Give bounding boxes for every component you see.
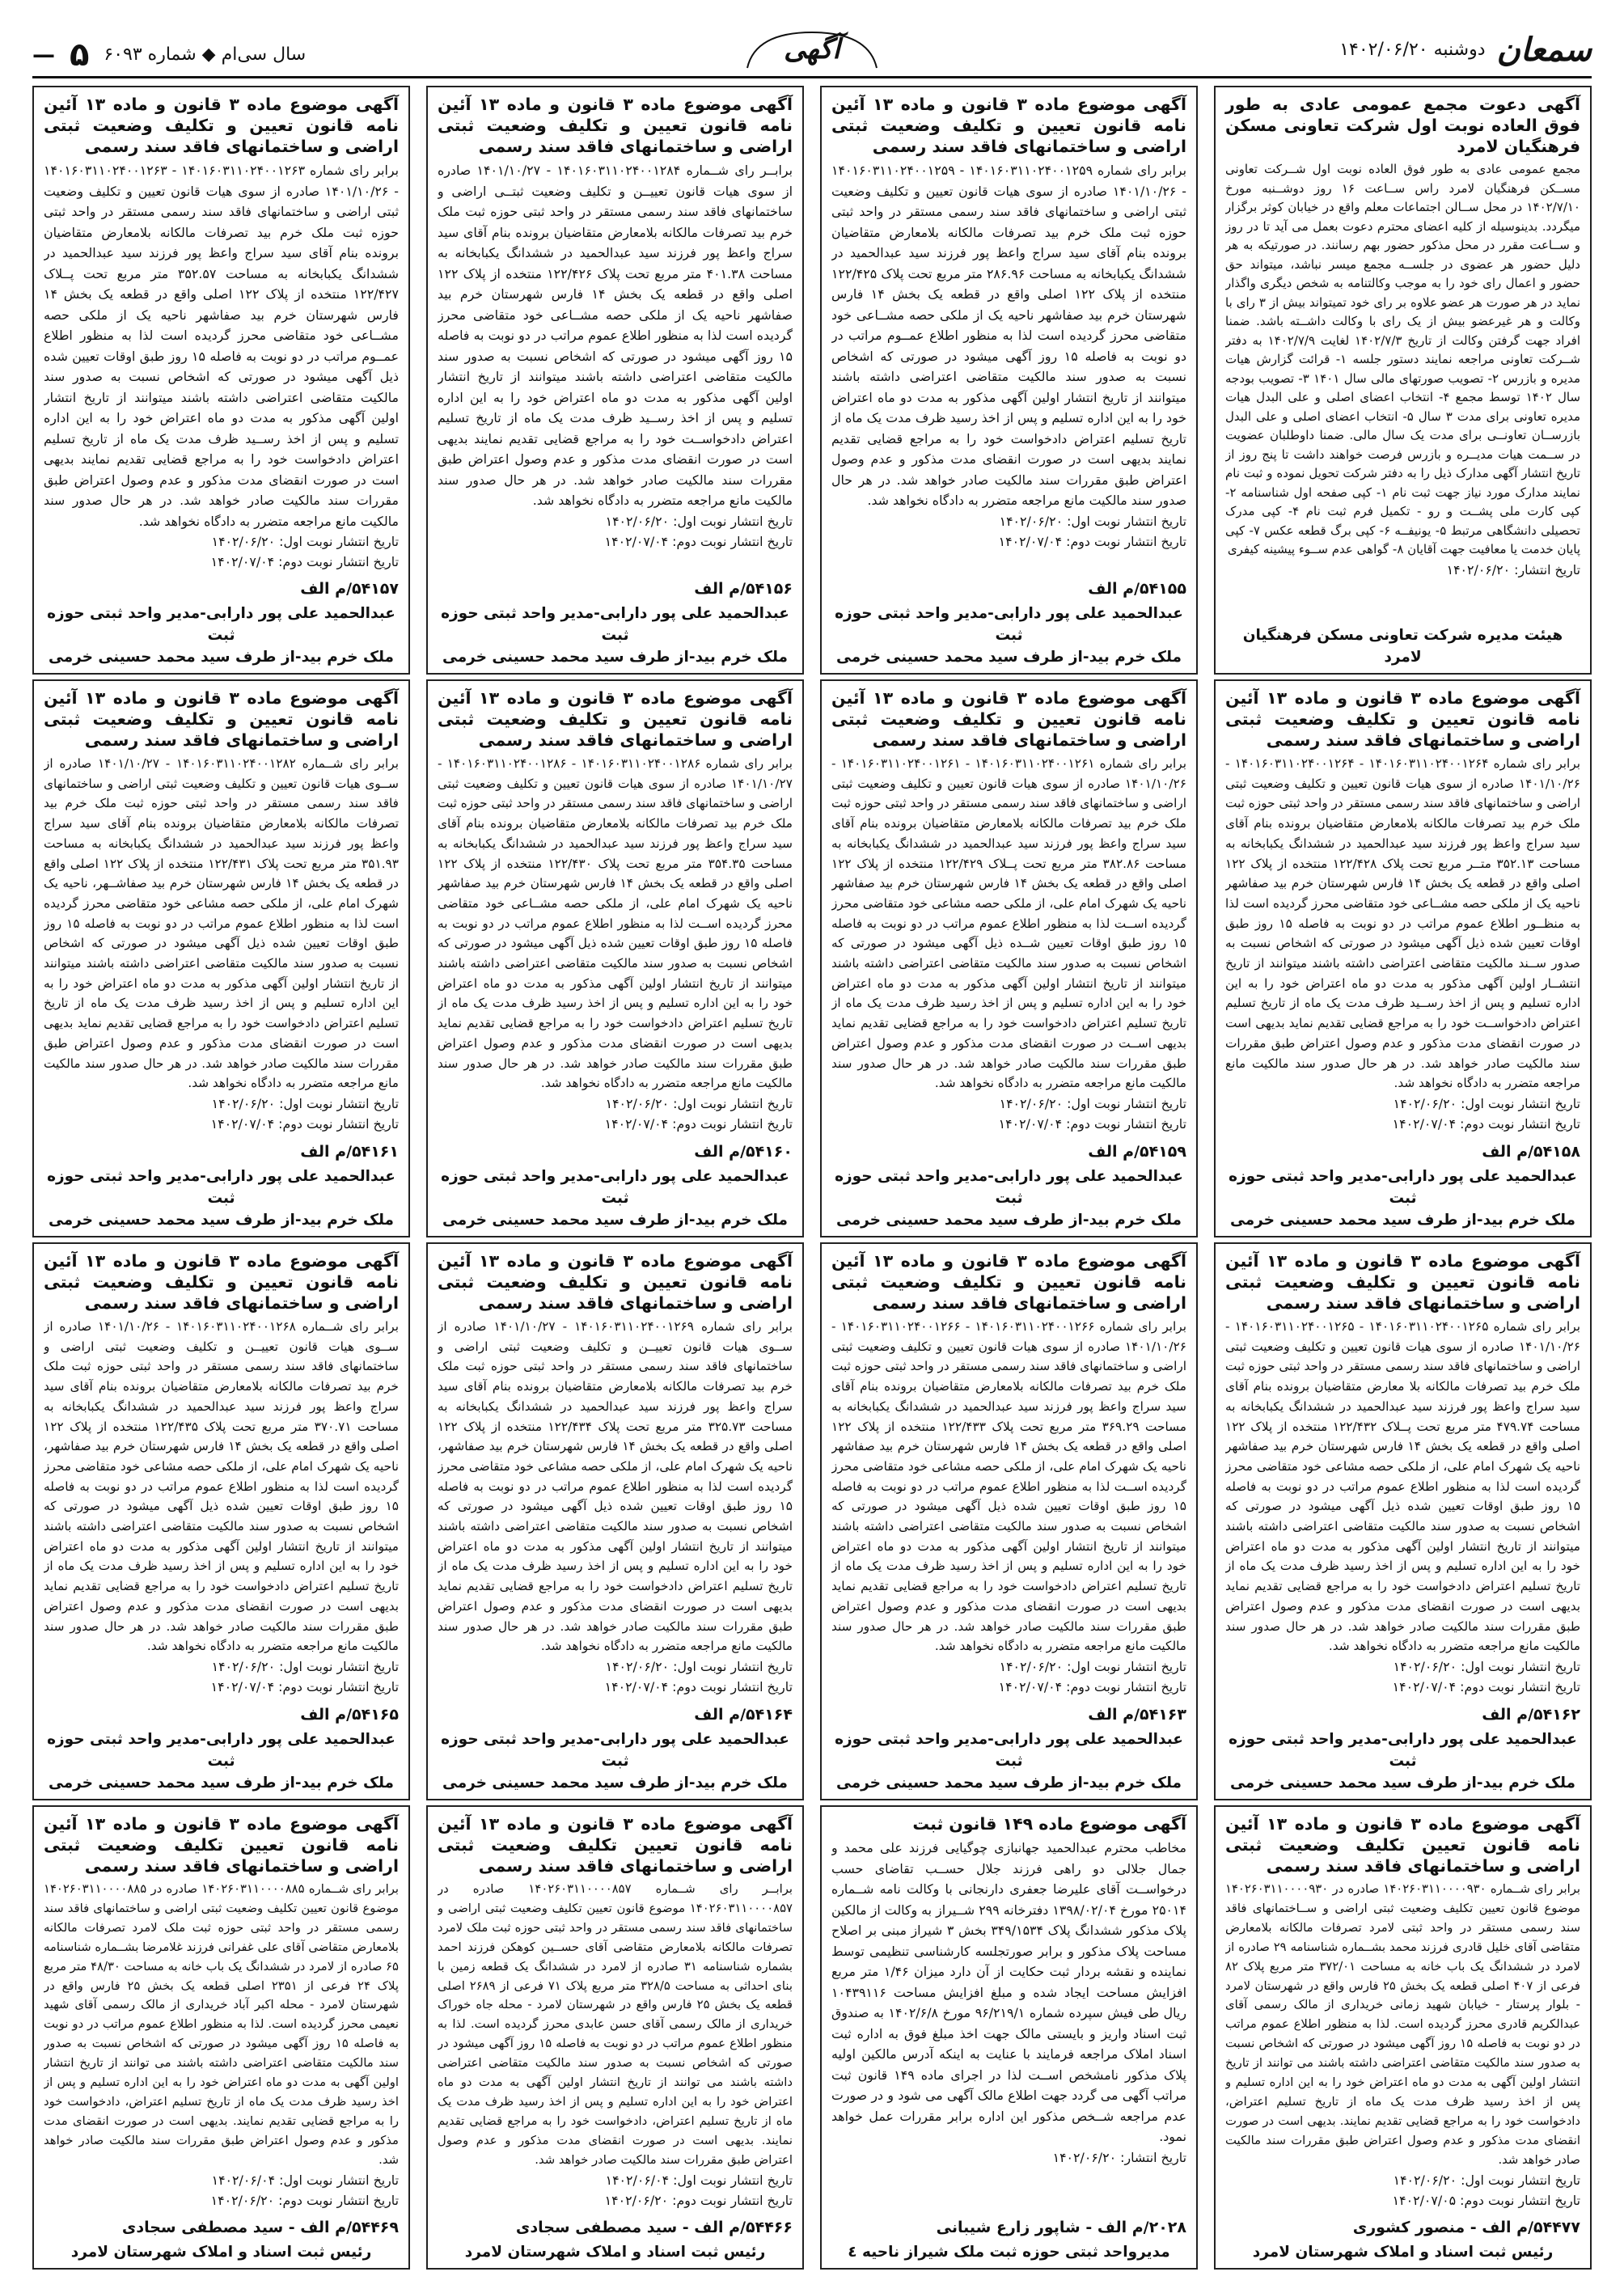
issue-date: دوشنبه ۱۴۰۲/۰۶/۲۰	[1339, 40, 1486, 60]
notice-body: برابر رای شــماره ۱۴۰۲۶۰۳۱۱۰۰۰۰۹۳۰ صادره در ۱۴۰۲۶۰۳۱۱۰۰۰۰۹۳۰ موضوع قانون تعیین تکلیف وضعیت ثبتی اراضی و ســاختمانهای فاقد سند رسمی مستقر در واحد ثبتی لامرد تصرفات مالکانه بلامعارض متقاضی آقای خلیل قادری فرزند محمد بشــماره شناسنامه ۲۹ صادره از لامرد در ششدانگ یک باب خانه به مساحت ۳۷۲/۰۱ متر مربع پلاک ۸۲ فرعی از ۴۰۷ اصلی قطعه یک بخش ۲۵ فارس واقع در شهرستان لامرد - بلوار پرستار - خیابان شهید زمانی خریداری از مالک رسمی آقای عبدالکریم قادری محرز گردیده است. لذا به منظور اطلاع عموم مراتب در دو نوبت به فاصله ۱۵ روز آگهی میشود در صورتی که اشخاص نسبت به صدور سند مالکیت متقاضی اعتراضی داشته باشند می توانند از تاریخ انتشار اولین آگهی به مدت دو ماه اعتراض خود را به این اداره تسلیم و پس از اخذ رسید ظرف مدت یک ماه از تاریخ تسلیم اعتراض، دادخواست خود را به مراجع قضایی تقدیم نمایند. بدیهی است در صورت انقضای مدت مذکور و عدم وصول اعتراض طبق مقررات سند مالکیت صادر خواهد شد.	[1225, 1882, 1580, 2167]
notice-code: ۵۴۱۶۱/م الف	[300, 1143, 399, 1161]
section-banner-frame	[739, 29, 885, 70]
notice-publish-date: تاریخ انتشار نوبت اول: ۱۴۰۲/۰۶/۲۰	[1393, 2172, 1580, 2188]
page-number-dash: —	[32, 41, 55, 68]
notice-spacer	[831, 1697, 1186, 1698]
notice-signature: عبدالحمید علی پور دارابی-مدیر واحد ثبتی حوزه ثبت	[47, 1731, 395, 1770]
notice-title: آگهی موضوع ماده ۳ قانون و ماده ۱۳ آئین نامه قانون تعیین و تکلیف وضعیت ثبتی اراضی و ساختمانهای فاقد سند رسمی	[44, 1251, 399, 1313]
notice-spacer	[44, 1134, 399, 1135]
notice-code: ۵۴۱۶۰/م الف	[694, 1143, 793, 1161]
notice-body: برابر رای شــماره ۱۴۰۱۶۰۳۱۱۰۲۴۰۰۱۲۸۲ - ۱۴۰۱/۱۰/۲۷ صادره از ســوی هیات قانون تعیین و تکلیف وضعیت ثبتی اراضی و ساختمانهای فاقد سند رسمی مستقر در واحد ثبتی حوزه ثبت ملک خرم بید تصرفات مالکانه بلامعارض متقاضیان برونده بنام آقای سید سراج واعظ پور فرزند سید عبدالحمید در ششدانگ یکبابخانه به مساحت ۳۵۱.۹۳ متر مربع تحت پلاک ۱۲۲/۴۳۱ منتخده از پلاک ۱۲۲ اصلی واقع در قطعه یک بخش ۱۴ فارس شهرستان خرم بید صفاشــهر، ناحیه یک شهرک امام علی، از ملکی حصه مشاعی خود متقاضی محرز گردیده است لذا به منظور اطلاع عموم مراتب در دو نوبت به فاصله ۱۵ روز طبق اوقات تعیین شده ذیل آگهی میشود در صورتی که اشخاص نسبت به صدور سند مالکیت متقاضی اعتراضی داشته باشند میتوانند از تاریخ انتشار اولین آگهی مذکور به مدت دو ماه اعتراض خود را به این اداره تسلیم و پس از اخذ رسید ظرف مدت یک ماه از تاریخ تسلیم اعتراض دادخواست خود را به مراجع قضایی تقدیم نماید بدیهی است در صورت انقضای مدت مذکور و عدم وصول اعتراض طبق مقررات سند مالکیت صادر خواهد شد. در هر حال صدور سند مالکیت مانع مراجعه متضرر به دادگاه نخواهد شد.	[44, 756, 399, 1091]
notice-title: آگهی موضوع ماده ۳ قانون و ماده ۱۳ آئین نامه قانون تعیین و تکلیف وضعیت ثبتی اراضی و ساختمانهای فاقد سند رسمی	[438, 95, 793, 156]
notice-title: آگهی موضوع ماده ۳ قانون و ماده ۱۳ آئین نامه قانون تعیین و تکلیف وضعیت ثبتی اراضی و ساختمانهای فاقد سند رسمی	[44, 688, 399, 750]
notice-publish-date: تاریخ انتشار نوبت دوم: ۱۴۰۲/۰۷/۰۴	[998, 533, 1186, 549]
notice-box	[426, 1805, 804, 2270]
notice-code: ۵۴۴۷۷/م الف - منصور کشوری	[1352, 2219, 1580, 2236]
newspaper-logo: سمعان	[1496, 31, 1592, 69]
notice-publish-date: تاریخ انتشار نوبت اول: ۱۴۰۲/۰۶/۲۰	[605, 513, 793, 529]
notice-publish-date: تاریخ انتشار: ۱۴۰۲/۰۶/۲۰	[1446, 561, 1580, 577]
notice-body: برابر رای شماره ۱۴۰۱۶۰۳۱۱۰۲۴۰۰۱۲۶۴ - ۱۴۰۱۶۰۳۱۱۰۲۴۰۰۱۲۶۴ - ۱۴۰۱/۱۰/۲۶ صادره از سوی هیات قانون تعیین و تکلیف وضعیت ثبتی اراضی و ساختمانهای فاقد سند رسمی مستقر در واحد ثبتی حوزه ثبت ملک خرم بید تصرفات مالکانه بلامعارض متقاضیان برونده بنام آقای سید سراج واعظ پور فرزند سید عبدالحمید در ششدانگ یکبابخانه به مساحت ۳۵۲.۱۳ متــر مربع تحت پلاک ۱۲۲/۴۲۸ منتخده از پلاک ۱۲۲ اصلی واقع در قطعه یک بخش ۱۴ فارس شهرستان خرم بید صفاشهر ناحیه یک از ملکی حصه مشــاعی خود متقاضی محرز گردیده است لذا به منظــور اطلاع عموم مراتب در دو نوبت به فاصله ۱۵ روز طبق اوقات تعیین شده ذیل آگهی میشود در صورتی که اشخاص نسبت به صدور ســند مالکیت متقاضی اعتراضی داشته باشند میتوانند از تاریخ انتشــار اولین آگهی مذکور به مدت دو ماه اعتراض خود را به این اداره تسلیم و پس از اخذ رســید ظرف مدت یک ماه از تاریخ تسلیم اعتراض دادخواســت خود را به مراجع قضایی تقدیم نماید بدیهی است در صورت انقضای مدت مذکور و عدم وصول اعتراض طبق مقررات سند مالکیت صادر خواهد شد. در هر حال صدور سند مالکیت مانع مراجعه متضرر به دادگاه نخواهد شد.	[1225, 756, 1580, 1091]
notice-code: ۵۴۴۶۹/م الف - سید مصطفی سجادی	[121, 2219, 399, 2236]
notice-signature: عبدالحمید علی پور دارابی-مدیر واحد ثبتی حوزه ثبت	[441, 1731, 789, 1770]
section-title: آگهی	[784, 33, 840, 66]
notice-signature: ملک خرم بید-از طرف سید محمد حسینی خرمی	[48, 649, 394, 666]
notice-body: برابر رای شماره ۱۴۰۱۶۰۳۱۱۰۲۴۰۰۱۲۸۶ - ۱۴۰۱۶۰۳۱۱۰۲۴۰۰۱۲۸۶ - ۱۴۰۱/۱۰/۲۷ صادره از سوی هیات قانون تعیین و تکلیف وضعیت ثبتی اراضی و ساختمانهای فاقد سند رسمی مستقر در واحد ثبتی حوزه ثبت ملک خرم بید تصرفات مالکانه بلامعارض متقاضیان برونده بنام آقای سید سراج واعظ پور فرزند سید عبدالحمید در ششدانگ یکبابخانه به مساحت ۳۵۴.۳۵ متر مربع تحت پلاک ۱۲۲/۴۳۰ منتخده از پلاک ۱۲۲ اصلی واقع در قطعه یک بخش ۱۴ فارس شهرستان خرم بید صفاشهر ناحیه یک شهرک امام علی، از ملکی حصه مشــاعی خود متقاضی محرز گردیده اســت لذا به منظور اطلاع عموم مراتب در دو نوبت به فاصله ۱۵ روز طبق اوقات تعیین شده ذیل آگهی میشود در صورتی که اشخاص نسبت به صدور سند مالکیت متقاضی اعتراضی داشته باشند میتوانند از تاریخ انتشار اولین آگهی مذکور به مدت دو ماه اعتراض خود را به این اداره تسلیم و پس از اخذ رسید ظرف مدت یک ماه از تاریخ تسلیم اعتراض دادخواست خود را به مراجع قضایی تقدیم نماید بدیهی است در صورت انقضای مدت مذکور و عدم وصول اعتراض طبق مقررات سند مالکیت صادر خواهد شد. در هر حال صدور سند مالکیت مانع مراجعه متضرر به دادگاه نخواهد شد.	[438, 756, 793, 1091]
notice-signature: ملک خرم بید-از طرف سید محمد حسینی خرمی	[48, 1212, 394, 1229]
notice-signature: مدیرواحد ثبتی حوزه ثبت ملک شیراز ناحیه ٤	[848, 2244, 1170, 2261]
notice-signature: ملک خرم بید-از طرف سید محمد حسینی خرمی	[442, 1775, 788, 1792]
notice-box	[426, 1242, 804, 1800]
notice-signature: ملک خرم بید-از طرف سید محمد حسینی خرمی	[1229, 1212, 1575, 1229]
notice-body: مجمع عمومی عادی به طور فوق العاده نوبت اول شــرکت تعاونی مســکن فرهنگیان لامرد راس ســاعت ۱۶ روز دوشــنبه مورخ ۱۴۰۲/۷/۱۰ در محل ســالن اجتماعات معلم واقع در خیابان کوثر برگزار میگردد. بدینوسیله از کلیه اعضای محترم دعوت بعمل می آید تا در روز و ســاعت مقرر در محل مذکور حضور بهم رسانند. در صورتیکه به هر دلیل حضور هر عضوی در جلســه مجمع میسر نباشد، میتواند حق حضور و اعمال رای خود را به موجب وکالتنامه به شخص دیگری واگذار نماید در هر صورت هر عضو علاوه بر رای خود تمیتواند بیش از ۳ رای با وکالت و هر غیرعضو بیش از یک رای با وکالت داشــته باشد. ضمنا افراد جهت گرفتن وکالت از تاریخ ۱۴۰۲/۷/۳ لغایت ۱۴۰۲/۷/۹ به دفتر شــرکت تعاونی مراجعه نمایند دستور جلسه ۱- قرائت گزارش هیات مدیره و بازرس ۲- تصویب صورتهای مالی سال ۱۴۰۱ ۳- تصویب بودجه سال ۱۴۰۲ توسط مجمع ۴- انتخاب اعضای اصلی و علی البدل هیات مدیره تعاونی برای مدت ۳ سال ۵- انتخاب اعضای اصلی و علی البدل بازرســان تعاونــی برای مدت یک سال مالی. ضمنا داوطلبان عضویت در ســمت هیات مدیــره و بازرس فرصت خواهند داشت تا پنج روز از تاریخ انتشار آگهی مدارک ذیل را به دفتر شرکت تحویل نموده و ثبت نام نمایند مدارک مورد نیاز جهت ثبت نام ۱- کپی صفحه اول شناسنامه ۲- کپی کارت ملی پشــت و رو - تکمیل فرم ثبت نام ۴- کپی مدرک تحصیلی دانشگاهی مرتبط ۵- یونیفــه ۶- کپی برگ قطعه عکس ۷- کپی پایان خدمت یا معافیت جهت آقایان ۸- گواهی عدم ســوء پیشینه کیفری	[1225, 162, 1580, 556]
notice-box	[426, 86, 804, 675]
notice-spacer	[44, 1697, 399, 1698]
notice-spacer	[438, 1134, 793, 1135]
notice-publish-date: تاریخ انتشار نوبت دوم: ۱۴۰۲/۰۶/۲۰	[210, 2192, 399, 2208]
notice-publish-date: تاریخ انتشار نوبت اول: ۱۴۰۲/۰۶/۰۴	[605, 2172, 793, 2188]
notice-body: برابر رای شماره ۱۴۰۱۶۰۳۱۱۰۲۴۰۰۱۲۶۶ - ۱۴۰۱۶۰۳۱۱۰۲۴۰۰۱۲۶۶ - ۱۴۰۱/۱۰/۲۶ صادره از سوی هیات قانون تعیین و تکلیف وضعیت ثبتی اراضی و ساختمانهای فاقد سند رسمی مستقر در واحد ثبتی حوزه ثبت ملک خرم بید تصرفات مالکانه بلامعارض متقاضیان برونده بنام آقای سید سراج واعظ پور فرزند سید عبدالحمید در ششدانگ یکبابخانه به مساحت ۳۶۹.۲۹ متر مربع تحت پلاک ۱۲۲/۴۳۳ منتخده از پلاک ۱۲۲ اصلی واقع در قطعه یک بخش ۱۴ فارس شهرستان خرم بید صفاشهر ناحیه یک شهرک امام علی، از ملکی حصه مشاعی خود متقاضی محرز گردیده اســت لذا به منظور اطلاع عموم مراتب در دو نوبت به فاصله ۱۵ روز طبق اوقات تعیین شده ذیل آگهی میشود در صورتی که اشخاص نسبت به صدور سند مالکیت متقاضی اعتراضی داشته باشند میتوانند از تاریخ انتشار اولین آگهی مذکور به مدت دو ماه اعتراض خود را به این اداره تسلیم و پس از اخذ رسید ظرف مدت یک ماه از تاریخ تسلیم اعتراض دادخواست خود را به مراجع قضایی تقدیم نماید بدیهی است در صورت انقضای مدت مذکور و عدم وصول اعتراض طبق مقررات سند مالکیت صادر خواهد شد. در هر حال صدور سند مالکیت مانع مراجعه متضرر به دادگاه نخواهد شد.	[831, 1319, 1186, 1654]
notice-signature: ملک خرم بید-از طرف سید محمد حسینی خرمی	[835, 1775, 1182, 1792]
masthead-left	[32, 36, 307, 74]
notice-code: ۵۴۱۶۳/م الف	[1088, 1706, 1186, 1724]
notice-box	[32, 1242, 410, 1800]
notice-title: آگهی موضوع ماده ۳ قانون و ماده ۱۳ آئین نامه قانون تعیین و تکلیف وضعیت ثبتی اراضی و ساختمانهای فاقد سند رسمی	[438, 1251, 793, 1313]
notice-title: آگهی دعوت مجمع عمومی عادی به طور فوق العاده نوبت اول شرکت تعاونی مسکن فرهنگیان لامرد	[1225, 95, 1580, 156]
newspaper-page	[32, 24, 1592, 2273]
notice-body: برابر رای شماره ۱۴۰۱۶۰۳۱۱۰۲۴۰۰۱۲۶۳ - ۱۴۰۱۶۰۳۱۱۰۲۴۰۰۱۲۶۳ - ۱۴۰۱/۱۰/۲۶ صادره از سوی هیات قانون تعیین و تکلیف وضعیت ثبتی اراضی و ساختمانهای فاقد سند رسمی مستقر در واحد ثبتی حوزه ثبت ملک خرم بید تصرفات مالکانه بلامعارض متقاضیان برونده بنام آقای سید سراج واعظ پور فرزند سید عبدالحمید در ششدانگ یکبابخانه به مساحت ۳۵۲.۵۷ متر مربع تحت پــلاک ۱۲۲/۴۲۷ منتخده از پلاک ۱۲۲ اصلی واقع در قطعه یک بخش ۱۴ فارس شهرستان خرم بید صفاشهر ناحیه یک از ملکی حصه مشــاعی خود متقاضی محرز گردیده است لذا به منظور اطلاع عمــوم مراتب در دو نوبت به فاصله ۱۵ روز طبق اوقات تعیین شده ذیل آگهی میشود در صورتی که اشخاص نسبت به صدور سند مالکیت متقاضی اعتراضی داشته باشند میتوانند از تاریخ انتشار اولین آگهی مذکور به مدت دو ماه اعتراض خود را به این اداره تسلیم و پس از اخذ رســید ظرف مدت یک ماه از تاریخ تسلیم اعتراض دادخواست خود را به مراجع قضایی تقدیم نمایند بدیهی است در صورت انقضای مدت مذکور و عدم وصول اعتراض طبق مقررات سند مالکیت صادر خواهد شد. در هر حال صدور سند مالکیت مانع مراجعه متضرر به دادگاه نخواهد شد.	[44, 163, 399, 529]
notice-signature: رئیس ثبت اسناد و املاک شهرستان لامرد	[1252, 2244, 1554, 2261]
notice-publish-date: تاریخ انتشار نوبت دوم: ۱۴۰۲/۰۶/۲۰	[604, 2192, 793, 2208]
notice-body: برابر رای شماره ۱۴۰۱۶۰۳۱۱۰۲۴۰۰۱۲۵۹ - ۱۴۰۱۶۰۳۱۱۰۲۴۰۰۱۲۵۹ - ۱۴۰۱/۱۰/۲۶ صادره از سوی هیات قانون تعیین و تکلیف وضعیت ثبتی اراضی و ساختمانهای فاقد سند رسمی مستقر در واحد ثبتی حوزه ثبت ملک خرم بید تصرفات مالکانه بلامعارض متقاضیان برونده بنام آقای سید سراج واعظ پور فرزند سید عبدالحمید در ششدانگ یکبابخانه به مساحت ۲۸۶.۹۶ متر مربع تحت پلاک ۱۲۲/۴۲۵ منتخده از پلاک ۱۲۲ اصلی واقع در قطعه یک بخش ۱۴ فارس شهرستان خرم بید صفاشهر ناحیه یک از ملکی حصه مشــاعی خود متقاضی محرز گردیده است لذا به منظور اطلاع عمــوم مراتب در دو نوبت به فاصله ۱۵ روز آگهی میشود در صورتی که اشخاص نسبت به صدور سند مالکیت متقاضی اعتراضی داشته باشند میتوانند از تاریخ انتشار اولین آگهی مذکور به مدت دو ماه اعتراض خود را به این اداره تسلیم و پس از اخذ رسید ظرف مدت یک ماه از تاریخ تسلیم اعتراض دادخواست خود را به مراجع قضایی تقدیم نمایند بدیهی است در صورت انقضای مدت مذکور و عدم وصول اعتراض طبق مقررات سند مالکیت صادر خواهد شد. در هر حال صدور سند مالکیت مانع مراجعه متضرر به دادگاه نخواهد شد.	[831, 163, 1186, 508]
notice-body: برابر رای شماره ۱۴۰۱۶۰۳۱۱۰۲۴۰۰۱۲۶۵ - ۱۴۰۱۶۰۳۱۱۰۲۴۰۰۱۲۶۵ - ۱۴۰۱/۱۰/۲۶ صادره از سوی هیات قانون تعیین و تکلیف وضعیت ثبتی اراضی و ساختمانهای فاقد سند رسمی مستقر در واحد ثبتی حوزه ثبت ملک خرم بید تصرفات مالکانه بلا معارض متقاضیان برونده بنام آقای سید سراج واعظ پور فرزند سید عبدالحمید در ششدانگ یکبابخانه به مساحت ۴۷۹.۷۴ متر مربع تحت پــلاک ۱۲۲/۴۳۲ منتخده از پلاک ۱۲۲ اصلی واقع در قطعه یک بخش ۱۴ فارس شهرستان خرم بید صفاشهر ناحیه یک شهرک امام علی، از ملکی حصه مشاعی خود متقاضی محرز گردیده است لذا به منظور اطلاع عموم مراتب در دو نوبت به فاصله ۱۵ روز طبق اوقات تعیین شده ذیل آگهی میشود در صورتی که اشخاص نسبت به صدور سند مالکیت متقاضی اعتراضی داشته باشند میتوانند از تاریخ انتشار اولین آگهی مذکور به مدت دو ماه اعتراض خود را به این اداره تسلیم و پس از اخذ رسید ظرف مدت یک ماه از تاریخ تسلیم اعتراض دادخواست خود را به مراجع قضایی تقدیم نماید بدیهی است در صورت انقضای مدت مذکور و عدم وصول اعتراض طبق مقررات سند مالکیت صادر خواهد شد. در هر حال صدور سند مالکیت مانع مراجعه متضرر به دادگاه نخواهد شد.	[1225, 1319, 1580, 1654]
notice-signature: ملک خرم بید-از طرف سید محمد حسینی خرمی	[48, 1775, 394, 1792]
notice-box	[32, 86, 410, 675]
notice-signature: ملک خرم بید-از طرف سید محمد حسینی خرمی	[1229, 1775, 1575, 1792]
notice-spacer	[438, 552, 793, 573]
notice-publish-date: تاریخ انتشار نوبت اول: ۱۴۰۲/۰۶/۲۰	[999, 513, 1186, 529]
notice-code: ۵۴۱۵۸/م الف	[1482, 1143, 1580, 1161]
notice-spacer	[831, 2168, 1186, 2211]
notice-box	[32, 1805, 410, 2270]
notice-box	[1214, 679, 1592, 1237]
notice-box	[1214, 1805, 1592, 2270]
notice-signature: عبدالحمید علی پور دارابی-مدیر واحد ثبتی حوزه ثبت	[47, 1168, 395, 1207]
notice-spacer	[438, 1697, 793, 1698]
notice-grid	[32, 86, 1592, 2270]
notice-publish-date: تاریخ انتشار نوبت اول: ۱۴۰۲/۰۶/۲۰	[999, 1658, 1186, 1674]
masthead	[32, 24, 1592, 78]
notice-publish-date: تاریخ انتشار نوبت دوم: ۱۴۰۲/۰۷/۰۴	[210, 554, 399, 569]
notice-publish-date: تاریخ انتشار نوبت اول: ۱۴۰۲/۰۶/۲۰	[605, 1095, 793, 1111]
notice-publish-date: تاریخ انتشار نوبت اول: ۱۴۰۲/۰۶/۲۰	[211, 534, 399, 549]
notice-box	[426, 679, 804, 1237]
notice-box	[1214, 1242, 1592, 1800]
notice-box	[820, 86, 1198, 675]
notice-publish-date: تاریخ انتشار نوبت اول: ۱۴۰۲/۰۶/۲۰	[605, 1658, 793, 1674]
notice-title: آگهی موضوع ماده ۳ قانون و ماده ۱۳ آئین نامه قانون تعیین تکلیف وضعیت ثبتی اراضی و ساختمانهای فاقد سند رسمی	[438, 1814, 793, 1876]
notice-publish-date: تاریخ انتشار نوبت اول: ۱۴۰۲/۰۶/۲۰	[211, 1095, 399, 1111]
notice-code: ۵۴۱۵۷/م الف	[300, 580, 399, 598]
notice-title: آگهی موضوع ماده ۳ قانون و ماده ۱۳ آئین نامه قانون تعیین تکلیف وضعیت ثبتی اراضی و ساختمانهای فاقد سند رسمی	[44, 1814, 399, 1876]
notice-title: آگهی موضوع ماده ۳ قانون و ماده ۱۳ آئین نامه قانون تعیین و تکلیف وضعیت ثبتی اراضی و ساختمانهای فاقد سند رسمی	[438, 688, 793, 750]
notice-publish-date: تاریخ انتشار نوبت دوم: ۱۴۰۲/۰۷/۰۴	[210, 1678, 399, 1694]
notice-spacer	[1225, 580, 1580, 625]
notice-box	[32, 679, 410, 1237]
notice-body: مخاطب محترم عبدالحمید جهانبازی چوگیایی فرزند علی محمد و جمال جلالی دو راهی فرزند جلال حســب تقاضای حسب درخواســت آقای علیرضا جعفری دارنجانی با وکالت نامه شــماره ۲۵۰۱۴ مورخ ۱۳۹۸/۰۲/۰۴ دفترخانه ۲۹۹ شــیراز به وکالت از مالکین پلاک مذکور ششدانگ پلاک ۳۴۹/۱۵۳۴ بخش ۳ شیراز مبنی بر اصلاح مساحت پلاک مذکور و برابر صورتجلسه کارشناسی تنظیمی توسط نماینده و نقشه بردار ثبت حکایت از آن دارد میزان ۱/۴۶ متر مربع افزایش مساحت ایجاد شده و مبلغ افزایش مساحت ۱۰۴۳۹۱۱۶ ریال طی فیش سپرده شماره ۹۶/۲۱۹/۱ مورخ ۱۴۰۲/۶/۸ به صندوق ثبت اسناد واریز و بایستی مالک جهت اخذ مبلغ فوق به اداره ثبت اسناد املاک مراجعه فرمایند با عنایت به اینکه آدرس مالکین اولیه پلاک مذکور نامشخص اســت لذا در اجرای ماده ۱۴۹ قانون ثبت مراتب آگهی می گردد جهت اطلاع مالک آگهی می شود و در صورت عدم مراجعه شــخص مذکور این اداره برابر مقررات عمل خواهد نمود.	[831, 1840, 1186, 2144]
notice-publish-date: تاریخ انتشار نوبت دوم: ۱۴۰۲/۰۷/۰۴	[210, 1115, 399, 1132]
notice-spacer	[831, 552, 1186, 573]
notice-body: برابر رای شماره ۱۴۰۱۶۰۳۱۱۰۲۴۰۰۱۲۶۹ - ۱۴۰۱/۱۰/۲۷ صادره از ســوی هیات قانون تعییــن و تکلیف وضعیت ثبتی اراضی و ساختمانهای فاقد سند رسمی مستقر در واحد ثبتی حوزه ثبت ملک خرم بید تصرفات مالکانه بلامعارض متقاضیان برونده بنام آقای سید سراج واعظ پور فرزند سید عبدالحمید در ششدانگ یکبابخانه به مساحت ۳۲۵.۷۳ متر مربع تحت پلاک ۱۲۲/۴۳۴ منتخده از پلاک ۱۲۲ اصلی واقع در قطعه یک بخش ۱۴ فارس شهرستان خرم بید صفاشهر، ناحیه یک شهرک امام علی، از ملکی حصه مشاعی خود متقاضی محرز گردیده است لذا به منظور اطلاع عموم مراتب در دو نوبت به فاصله ۱۵ روز طبق اوقات تعیین شده ذیل آگهی میشود در صورتی که اشخاص نسبت به صدور سند مالکیت متقاضی اعتراضی داشته باشند میتوانند از تاریخ انتشار اولین آگهی مذکور به مدت دو ماه اعتراض خود را به این اداره تسلیم و پس از اخذ رسید ظرف مدت یک ماه از تاریخ تسلیم اعتراض دادخواست خود را به مراجع قضایی تقدیم نماید بدیهی است در صورت انقضای مدت مذکور و عدم وصول اعتراض طبق مقررات سند مالکیت صادر خواهد شد. در هر حال صدور سند مالکیت مانع مراجعه متضرر به دادگاه نخواهد شد.	[438, 1319, 793, 1654]
notice-box	[820, 1805, 1198, 2270]
notice-publish-date: تاریخ انتشار نوبت اول: ۱۴۰۲/۰۶/۲۰	[211, 1658, 399, 1674]
issue-info: سال سی‌ام ◆ شماره ۶۰۹۳	[104, 44, 307, 65]
notice-signature: ملک خرم بید-از طرف سید محمد حسینی خرمی	[442, 1212, 788, 1229]
notice-signature: عبدالحمید علی پور دارابی-مدیر واحد ثبتی حوزه ثبت	[835, 605, 1183, 644]
notice-box	[1214, 86, 1592, 675]
notice-body: برابــر رای شــماره ۱۴۰۲۶۰۳۱۱۰۰۰۰۸۵۷ صادره در ۱۴۰۲۶۰۳۱۱۰۰۰۰۸۵۷ موضوع قانون تعیین تکلیف وضعیت ثبتی اراضی و ساختمانهای فاقد سند رسمی مستقر در واحد ثبتی حوزه ثبت ملک لامرد تصرفات مالکانه بلامعارض متقاضی آقای حســین کوهکن فرزند احمد بشماره شناسنامه ۳۱ صادره از لامرد در ششدانگ یک قطعه زمین با بنای احداثی به مساحت ۳۲۸/۵ متر مربع پلاک ۷۱ فرعی از ۲۶۸۹ اصلی قطعه یک بخش ۲۵ فارس واقع در شهرستان لامرد - محله جاه خوراک خریداری از مالک رسمی آقای حسن عابدی محرز گردیده است. لذا به منظور اطلاع عموم مراتب در دو نوبت به فاصله ۱۵ روز آگهی میشود در صورتی که اشخاص نسبت به صدور سند مالکیت متقاضی اعتراضی داشته باشند می توانند از تاریخ انتشار اولین آگهی به مدت دو ماه اعتراض خود را به این اداره تسلیم و پس از اخذ رسید ظرف مدت یک ماه از تاریخ تسلیم اعتراض، دادخواست خود را به مراجع قضایی تقدیم نمایند. بدیهی است در صورت انقضای مدت مذکور و عدم وصول اعتراض طبق مقررات سند مالکیت صادر خواهد شد.	[438, 1882, 793, 2167]
notice-spacer	[1225, 1134, 1580, 1135]
notice-title: آگهی موضوع ماده ۳ قانون و ماده ۱۳ آئین نامه قانون تعیین و تکلیف وضعیت ثبتی اراضی و ساختمانهای فاقد سند رسمی	[831, 95, 1186, 156]
notice-publish-date: تاریخ انتشار نوبت اول: ۱۴۰۲/۰۶/۲۰	[999, 1095, 1186, 1111]
notice-publish-date: تاریخ انتشار نوبت دوم: ۱۴۰۲/۰۷/۰۴	[1392, 1678, 1580, 1694]
notice-signature: عبدالحمید علی پور دارابی-مدیر واحد ثبتی حوزه ثبت	[835, 1168, 1183, 1207]
notice-spacer	[1225, 1697, 1580, 1698]
notice-publish-date: تاریخ انتشار نوبت اول: ۱۴۰۲/۰۶/۲۰	[1393, 1095, 1580, 1111]
notice-title: آگهی موضوع ماده ۳ قانون و ماده ۱۳ آئین نامه قانون تعیین و تکلیف وضعیت ثبتی اراضی و ساختمانهای فاقد سند رسمی	[1225, 688, 1580, 750]
notice-publish-date: تاریخ انتشار نوبت اول: ۱۴۰۲/۰۶/۲۰	[1393, 1658, 1580, 1674]
notice-publish-date: تاریخ انتشار نوبت دوم: ۱۴۰۲/۰۷/۰۵	[1392, 2192, 1580, 2208]
notice-signature: ملک خرم بید-از طرف سید محمد حسینی خرمی	[835, 649, 1182, 666]
notice-signature: عبدالحمید علی پور دارابی-مدیر واحد ثبتی حوزه ثبت	[835, 1731, 1183, 1770]
notice-publish-date: تاریخ انتشار: ۱۴۰۲/۰۶/۲۰	[1052, 2149, 1186, 2165]
notice-signature: رئیس ثبت اسناد و املاک شهرستان لامرد	[70, 2244, 372, 2261]
notice-publish-date: تاریخ انتشار نوبت دوم: ۱۴۰۲/۰۷/۰۴	[604, 1115, 793, 1132]
notice-publish-date: تاریخ انتشار نوبت دوم: ۱۴۰۲/۰۷/۰۴	[604, 1678, 793, 1694]
notice-code: ۵۴۱۶۵/م الف	[300, 1706, 399, 1724]
notice-code: ۵۴۱۵۹/م الف	[1088, 1143, 1186, 1161]
notice-signature: ملک خرم بید-از طرف سید محمد حسینی خرمی	[442, 649, 788, 666]
notice-body: برابر رای شــماره ۱۴۰۱۶۰۳۱۱۰۲۴۰۰۱۲۶۸ - ۱۴۰۱/۱۰/۲۶ صادره از ســوی هیات قانون تعییــن و تکلیف وضعیت ثبتی اراضی و ساختمانهای فاقد سند رسمی مستقر در واحد ثبتی حوزه ثبت ملک خرم بید تصرفات مالکانه بلامعارض متقاضیان برونده بنام آقای سید سراج واعظ پور فرزند سید عبدالحمید در ششدانگ یکبابخانه به مساحت ۳۷۰.۷۱ متر مربع تحت پلاک ۱۲۲/۴۳۵ منتخده از پلاک ۱۲۲ اصلی واقع در قطعه یک بخش ۱۴ فارس شهرستان خرم بید صفاشهر، ناحیه یک شهرک امام علی، از ملکی حصه مشاعی خود متقاضی محرز گردیده است لذا به منظور اطلاع عموم مراتب در دو نوبت به فاصله ۱۵ روز طبق اوقات تعیین شده ذیل آگهی میشود در صورتی که اشخاص نسبت به صدور سند مالکیت متقاضی اعتراضی داشته باشند میتوانند از تاریخ انتشار اولین آگهی مذکور به مدت دو ماه اعتراض خود را به این اداره تسلیم و پس از اخذ رسید ظرف مدت یک ماه از تاریخ تسلیم اعتراض دادخواست خود را به مراجع قضایی تقدیم نماید بدیهی است در صورت انقضای مدت مذکور و عدم وصول اعتراض طبق مقررات سند مالکیت صادر خواهد شد. در هر حال صدور سند مالکیت مانع مراجعه متضرر به دادگاه نخواهد شد.	[44, 1319, 399, 1654]
notice-signature: عبدالحمید علی پور دارابی-مدیر واحد ثبتی حوزه ثبت	[1229, 1731, 1577, 1770]
notice-publish-date: تاریخ انتشار نوبت اول: ۱۴۰۲/۰۶/۰۴	[211, 2172, 399, 2188]
notice-code: ۲۰۲۸/م الف - شاپور زارع شیبانی	[936, 2219, 1186, 2236]
notice-body: برابر رای شماره ۱۴۰۱۶۰۳۱۱۰۲۴۰۰۱۲۶۱ - ۱۴۰۱۶۰۳۱۱۰۲۴۰۰۱۲۶۱ - ۱۴۰۱/۱۰/۲۶ صادره از سوی هیات قانون تعیین و تکلیف وضعیت ثبتی اراضی و ساختمانهای فاقد سند رسمی مستقر در واحد ثبتی حوزه ثبت ملک خرم بید تصرفات مالکانه بلامعارض متقاضیان برونده بنام آقای سید سراج واعظ پور فرزند سید عبدالحمید در ششدانگ یکبابخانه به مساحت ۳۸۲.۸۶ متر مربع تحت پــلاک ۱۲۲/۴۲۹ منتخده از پلاک ۱۲۲ اصلی واقع در قطعه یک بخش ۱۴ فارس شهرستان خرم بید صفاشهر ناحیه یک شهرک امام علی، از ملکی حصه مشاعی خود متقاضی محرز گردیده اســت لذا به منظور اطلاع عموم مراتب در دو نوبت به فاصله ۱۵ روز طبق اوقات تعیین شــده ذیل آگهی میشود در صورتی که اشخاص نسبت به صدور سند مالکیت متقاضی اعتراضی داشته باشند میتوانند از تاریخ انتشار اولین آگهی مذکور به مدت دو ماه اعتراض خود را به این اداره تسلیم و پس از اخذ رسید ظرف مدت یک ماه از تاریخ تسلیم اعتراض دادخواست خود را به مراجع قضایی تقدیم نماید بدیهی اســت در صورت انقضای مدت مذکور و عدم وصول اعتراض طبق مقررات سند مالکیت صادر خواهد شد. در هر حال صدور سند مالکیت مانع مراجعه متضرر به دادگاه نخواهد شد.	[831, 756, 1186, 1091]
notice-title: آگهی موضوع ماده ۱۴۹ قانون ثبت	[912, 1814, 1186, 1834]
notice-signature: عبدالحمید علی پور دارابی-مدیر واحد ثبتی حوزه ثبت	[1229, 1168, 1577, 1207]
notice-code: ۵۴۴۶۶/م الف - سید مصطفی سجادی	[515, 2219, 793, 2236]
notice-box	[820, 679, 1198, 1237]
notice-title: آگهی موضوع ماده ۳ قانون و ماده ۱۳ آئین نامه قانون تعیین و تکلیف وضعیت ثبتی اراضی و ساختمانهای فاقد سند رسمی	[44, 95, 399, 156]
notice-publish-date: تاریخ انتشار نوبت دوم: ۱۴۰۲/۰۷/۰۴	[998, 1678, 1186, 1694]
notice-spacer	[831, 1134, 1186, 1135]
notice-signature: عبدالحمید علی پور دارابی-مدیر واحد ثبتی حوزه ثبت	[441, 1168, 789, 1207]
masthead-right	[1339, 31, 1592, 69]
notice-title: آگهی موضوع ماده ۳ قانون و ماده ۱۳ آئین نامه قانون تعیین تکلیف وضعیت ثبتی اراضی و ساختمانهای فاقد سند رسمی	[1225, 1814, 1580, 1876]
notice-code: ۵۴۱۶۴/م الف	[694, 1706, 793, 1724]
notice-signature: عبدالحمید علی پور دارابی-مدیر واحد ثبتی حوزه ثبت	[47, 605, 395, 644]
notice-publish-date: تاریخ انتشار نوبت دوم: ۱۴۰۲/۰۷/۰۴	[998, 1115, 1186, 1132]
notice-code: ۵۴۱۵۵/م الف	[1088, 580, 1186, 598]
notice-code: ۵۴۱۵۶/م الف	[694, 580, 793, 598]
page-number: ۵	[70, 36, 90, 74]
notice-box	[820, 1242, 1198, 1800]
notice-signature: رئیس ثبت اسناد و املاک شهرستان لامرد	[464, 2244, 766, 2261]
notice-body: برابــر رای شــماره ۱۴۰۱۶۰۳۱۱۰۲۴۰۰۱۲۸۴ - ۱۴۰۱/۱۰/۲۷ صادره از سوی هیات قانون تعییــن و تکلیف وضعیت ثبتــی اراضی و ساختمانهای فاقد سند رسمی مستقر در واحد ثبتی حوزه ثبت ملک خرم بید تصرفات مالکانه بلامعارض متقاضیان برونده بنام آقای سید سراج واعظ پور فرزند سید عبدالحمید در ششدانگ یکبابخانه به مساحت ۴۰۱.۳۸ متر مربع تحت پلاک ۱۲۲/۴۲۶ منتخده از پلاک ۱۲۲ اصلی واقع در قطعه یک بخش ۱۴ فارس شهرستان خرم بید صفاشهر ناحیه یک از ملکی حصه مشــاعی خود متقاضی محرز گردیده است لذا به منظور اطلاع عموم مراتب در دو نوبت به فاصله ۱۵ روز آگهی میشود در صورتی که اشخاص نسبت به صدور سند مالکیت متقاضی اعتراضی داشته باشند میتوانند از تاریخ انتشار اولین آگهی مذکور به مدت دو ماه اعتراض خود را به این اداره تسلیم و پس از اخذ رســید ظرف مدت یک ماه از تاریخ تسلیم اعتراض دادخواســت خود را به مراجع قضایی تقدیم نمایند بدیهی است در صورت انقضای مدت مذکور و عدم وصول اعتراض طبق مقررات سند مالکیت صادر خواهد شد. در هر حال صدور سند مالکیت مانع مراجعه متضرر به دادگاه نخواهد شد.	[438, 163, 793, 508]
notice-publish-date: تاریخ انتشار نوبت دوم: ۱۴۰۲/۰۷/۰۴	[1392, 1115, 1580, 1132]
notice-signature: هیئت مدیره شرکت تعاونی مسکن فرهنگیان لامرد	[1242, 627, 1563, 666]
notice-code: ۵۴۱۶۲/م الف	[1482, 1706, 1580, 1724]
notice-title: آگهی موضوع ماده ۳ قانون و ماده ۱۳ آئین نامه قانون تعیین و تکلیف وضعیت ثبتی اراضی و ساختمانهای فاقد سند رسمی	[1225, 1251, 1580, 1313]
notice-signature: ملک خرم بید-از طرف سید محمد حسینی خرمی	[835, 1212, 1182, 1229]
notice-title: آگهی موضوع ماده ۳ قانون و ماده ۱۳ آئین نامه قانون تعیین و تکلیف وضعیت ثبتی اراضی و ساختمانهای فاقد سند رسمی	[831, 688, 1186, 750]
section-banner	[739, 29, 885, 70]
notice-title: آگهی موضوع ماده ۳ قانون و ماده ۱۳ آئین نامه قانون تعیین و تکلیف وضعیت ثبتی اراضی و ساختمانهای فاقد سند رسمی	[831, 1251, 1186, 1313]
notice-signature: عبدالحمید علی پور دارابی-مدیر واحد ثبتی حوزه ثبت	[441, 605, 789, 644]
notice-publish-date: تاریخ انتشار نوبت دوم: ۱۴۰۲/۰۷/۰۴	[604, 533, 793, 549]
notice-body: برابر رای شــماره ۱۴۰۲۶۰۳۱۱۰۰۰۰۸۸۵ صادره در ۱۴۰۲۶۰۳۱۱۰۰۰۰۸۸۵ موضوع قانون تعیین تکلیف وضعیت ثبتی اراضی و ساختمانهای فاقد سند رسمی مستقر در واحد ثبتی حوزه ثبت ملک لامرد تصرفات مالکانه بلامعارض متقاضی آقای علی غفرانی فرزند غلامرضا بشــماره شناسنامه ۶۵ صادره از لامرد در ششدانگ یک باب خانه به مساحت ۴۸/۳۰ متر مربع پلاک ۲۴ فرعی از ۲۳۵۱ اصلی قطعه یک بخش ۲۵ فارس واقع در شهرستان لامرد - محله اکبر آباد خریداری از مالک رسمی آقای شهید نعیمی محرز گردیده است. لذا به منظور اطلاع عموم مراتب در دو نوبت به فاصله ۱۵ روز آگهی میشود در صورتی که اشخاص نسبت به صدور سند مالکیت متقاضی اعتراضی داشته باشند می توانند از تاریخ انتشار اولین آگهی به مدت دو ماه اعتراض خود را به این اداره تسلیم و پس از اخذ رسید ظرف مدت یک ماه از تاریخ تسلیم اعتراض، دادخواست خود را به مراجع قضایی تقدیم نمایند. بدیهی است در صورت انقضای مدت مذکور و عدم وصول اعتراض طبق مقررات سند مالکیت صادر خواهد شد.	[44, 1882, 399, 2167]
